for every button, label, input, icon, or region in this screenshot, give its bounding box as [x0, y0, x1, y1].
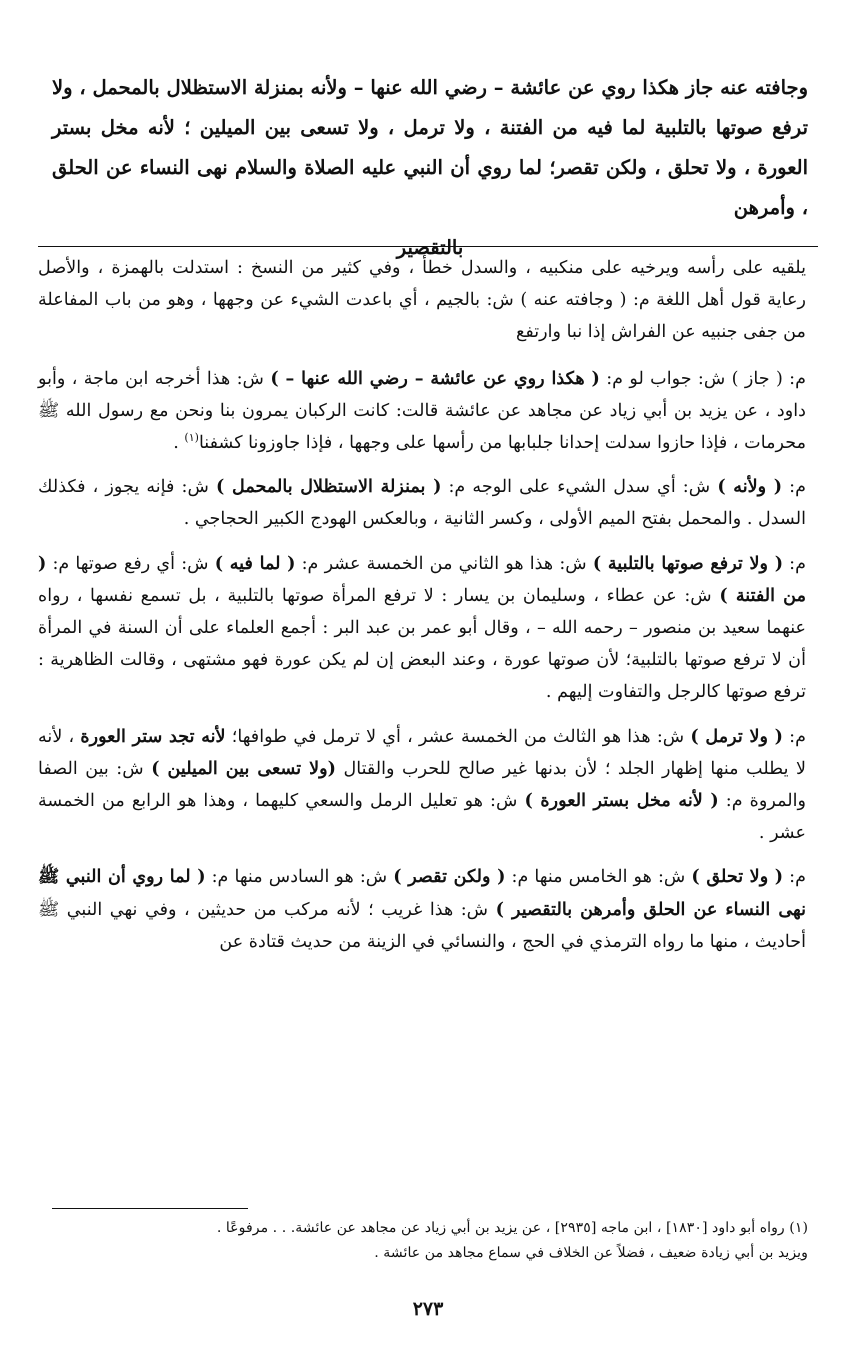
- commentary-p2-c: ش: هذا أخرجه ابن ماجة ، وأبو داود ، عن يزيد بن أبي زياد عن مجاهد عن عائشة قالت: كانت الركبان يمرون بنا ونحن مع رسول الله ﷺ محرمات ، فإذا حازوا سدلت إحدانا جلبابها من رأسها على وجهها ، فإذا جاوزونا كشفنا: [38, 368, 806, 454]
- commentary-p3-matn-1: ( ولأنه ): [717, 476, 783, 498]
- commentary-p3-matn-2: ( بمنزلة الاستظلال بالمحمل ): [216, 476, 442, 498]
- commentary-p5-e: ، لأنه لا يطلب منها إظهار الجلد ؛ لأن بدنها غير صالح للحرب والقتال: [38, 726, 806, 779]
- page-number: ٢٧٣: [412, 1298, 444, 1320]
- commentary-paragraph-6: [38, 861, 806, 958]
- text-commentary-divider: [38, 246, 818, 247]
- commentary-paragraph-4: [38, 548, 806, 709]
- commentary-p3-e: ش: فإنه يجوز ، فكذلك السدل . والمحمل بفتح الميم الأولى ، وكسر الثانية ، وبالعكس الهودج الكبير الحجاجي .: [38, 477, 806, 530]
- commentary-p6-c: ش: هو الخامس منها م:: [505, 867, 692, 888]
- footnotes-block: [40, 1216, 808, 1266]
- commentary-p2-a: م: ( جاز ) ش: جواب لو م:: [599, 368, 806, 389]
- commentary-p2-d: .: [173, 433, 185, 454]
- main-text-block: [52, 68, 808, 268]
- footnote-1-line-1: (١) رواه أبو داود [١٨٣٠] ، ابن ماجه [٢٩٣٥] ، عن يزيد بن أبي زياد عن مجاهد عن عائشة. . . مرفوعًا .: [216, 1220, 808, 1236]
- commentary-p3-c: ش: أي سدل الشيء على الوجه م:: [441, 477, 718, 498]
- commentary-p3-a: م:: [782, 477, 806, 498]
- commentary-p5-matn-4: ( لأنه مخل بستر العورة ): [524, 790, 719, 812]
- commentary-paragraph-5: [38, 721, 806, 850]
- commentary-p6-matn-3: ( لما روي أن النبي ﷺ نهى النساء عن الحلق وأمرهن بالتقصير ): [38, 866, 806, 920]
- commentary-p4-e: ش: أي رفع صوتها م:: [46, 553, 215, 574]
- commentary-p5-matn-3: (ولا تسعى بين الميلين ): [151, 757, 336, 779]
- commentary-p6-g: ش: هذا غريب ؛ لأنه مركب من حديثين ، وفي نهي النبي ﷺ أحاديث ، منها ما رواه الترمذي في الحج ، والنسائي في الزينة من حديث قتادة عن: [38, 899, 806, 952]
- commentary-p5-matn-2: لأنه تجد ستر العورة: [80, 725, 226, 747]
- commentary-p6-matn-2: ( ولكن تقصر ): [393, 866, 506, 888]
- commentary-block: [38, 252, 806, 970]
- commentary-p4-c: ش: هذا هو الثاني من الخمسة عشر م:: [295, 553, 593, 574]
- commentary-p4-matn-1: ( ولا ترفع صوتها بالتلبية ): [592, 552, 784, 574]
- main-text-last-line: بالتقصير: [396, 236, 464, 259]
- commentary-p5-i: ش: هو تعليل الرمل والسعي كليهما ، وهذا هو الرابع من الخمسة عشر .: [38, 791, 806, 844]
- footnote-1-line-2: ويزيد بن أبي زيادة ضعيف ، فضلاً عن الخلاف في سماع مجاهد من عائشة .: [374, 1245, 808, 1261]
- footnote-ref-1[interactable]: (١): [184, 431, 199, 445]
- commentary-paragraph-3: [38, 471, 806, 535]
- commentary-p4-g: ش: عن عطاء ، وسليمان بن يسار : لا ترفع المرأة صوتها بالتلبية ، بل تسمع نفسها ، رواه عنهما سعيد بن منصور – رحمه الله – ، وقال أبو عمر بن عبد البر : أجمع العلماء على أن السنة في المرأة أن لا ترفع صوتها بالتلبية؛ لأن صوتها عورة ، وعند البعض إن لم يكن عورة فهو مشتهى ، وقالت الظاهرية : ترفع صوتها كالرجل والتفاوت إليهم .: [38, 585, 806, 703]
- commentary-p1-text: يلقيه على رأسه ويرخيه على منكبيه ، والسدل خطأ ، وفي كثير من النسخ : استدلت بالهمزة ، والأصل رعاية قول أهل اللغة م: ( وجافته عنه ) ش: بالجيم ، أي باعدت الشيء عن وجهها ، وهو من باب المفاعلة من جفى جنبيه عن الفراش إذا نبا وارتفع: [38, 258, 806, 343]
- commentary-p5-g: ش: بين الصفا والمروة م:: [38, 758, 806, 812]
- commentary-paragraph-2: [38, 363, 806, 460]
- commentary-p5-matn-1: ( ولا ترمل ): [690, 725, 783, 747]
- main-text-body: وجافته عنه جاز هكذا روي عن عائشة – رضي الله عنها – ولأنه بمنزلة الاستظلال بالمحمل ، ولا ترفع صوتها بالتلبية لما فيه من الفتنة ، ولا ترمل ، ولا تسعى بين الميلين ؛ لأنه مخل بستر العورة ، ولا تحلق ، ولكن تقصر؛ لما روي أن النبي عليه الصلاة والسلام نهى النساء عن الحلق ، وأمرهن: [52, 76, 808, 219]
- commentary-p5-c: ش: هذا هو الثالث من الخمسة عشر ، أي لا ترمل في طوافها؛: [225, 726, 691, 747]
- commentary-p4-a: م:: [783, 553, 806, 574]
- commentary-p6-matn-1: ( ولا تحلق ): [691, 866, 784, 888]
- commentary-p6-a: م:: [783, 867, 807, 888]
- commentary-p4-matn-3: ( من الفتنة ): [38, 552, 806, 606]
- footnote-divider: [52, 1208, 248, 1209]
- commentary-p2-matn: ( هكذا روي عن عائشة – رضي الله عنها – ): [270, 367, 600, 389]
- commentary-p4-matn-2: ( لما فيه ): [214, 552, 296, 574]
- commentary-p5-a: م:: [783, 726, 806, 747]
- commentary-paragraph-1: [38, 252, 806, 349]
- commentary-p6-e: ش: هو السادس منها م:: [205, 867, 394, 888]
